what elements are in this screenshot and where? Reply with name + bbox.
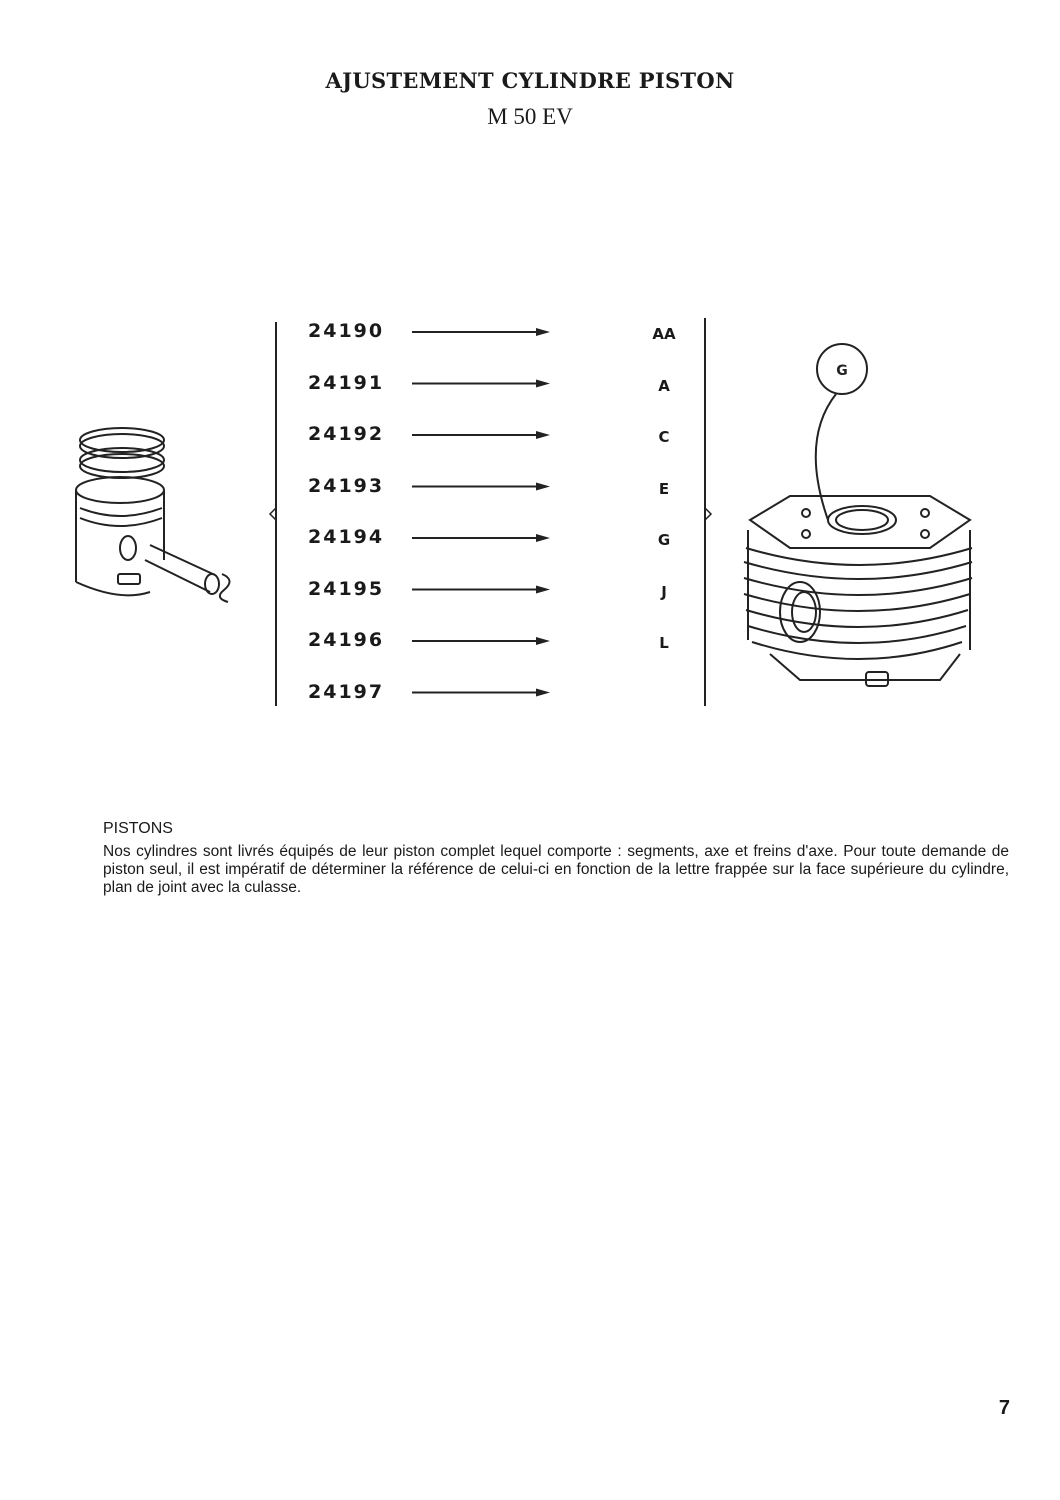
arrow-icon [536,380,550,388]
page-subtitle: M 50 EV [487,104,573,129]
reference-number: 24190 [308,320,385,342]
cylinder-letter: G [657,531,671,549]
arrow-icon [536,431,550,439]
cylinder-letter: C [658,428,670,446]
reference-number: 24192 [308,423,385,445]
arrow-icon [536,483,550,491]
arrow-icon [536,637,550,645]
arrow-icon [536,586,550,594]
reference-number: 24193 [308,474,385,497]
section-paragraph: Nos cylindres sont livrés équipés de leur piston complet lequel comporte : segments, axe et freins d'axe. Pour toute demande de piston seul, il est impératif de déterminer la référence de celui-ci en fonction de la lettre frappée sur la face supérieure du cylindre, plan de joint avec la culasse. [103,843,1009,896]
cylinder-letter: J [661,582,667,601]
cylinder-icon [744,344,972,686]
cylinder-letter: E [658,479,670,498]
arrow-icon [536,328,550,336]
cylinder-letter: A [658,376,670,395]
cylinder-letter: AA [652,325,676,343]
page-title: AJUSTEMENT CYLINDRE PISTON [325,68,735,93]
arrow-group [412,328,550,697]
section-heading: PISTONS [103,820,173,837]
arrow-icon [536,689,550,697]
reference-number: 24195 [308,577,385,600]
reference-number: 24197 [308,680,385,703]
piston-icon [76,428,230,602]
page-number: 7 [998,1397,1010,1419]
reference-number: 24196 [308,629,385,651]
callout-letter: G [836,363,848,379]
reference-number: 24191 [308,371,385,394]
arrow-icon [536,534,550,542]
cylinder-letter: L [659,634,669,652]
reference-number: 24194 [308,526,385,548]
